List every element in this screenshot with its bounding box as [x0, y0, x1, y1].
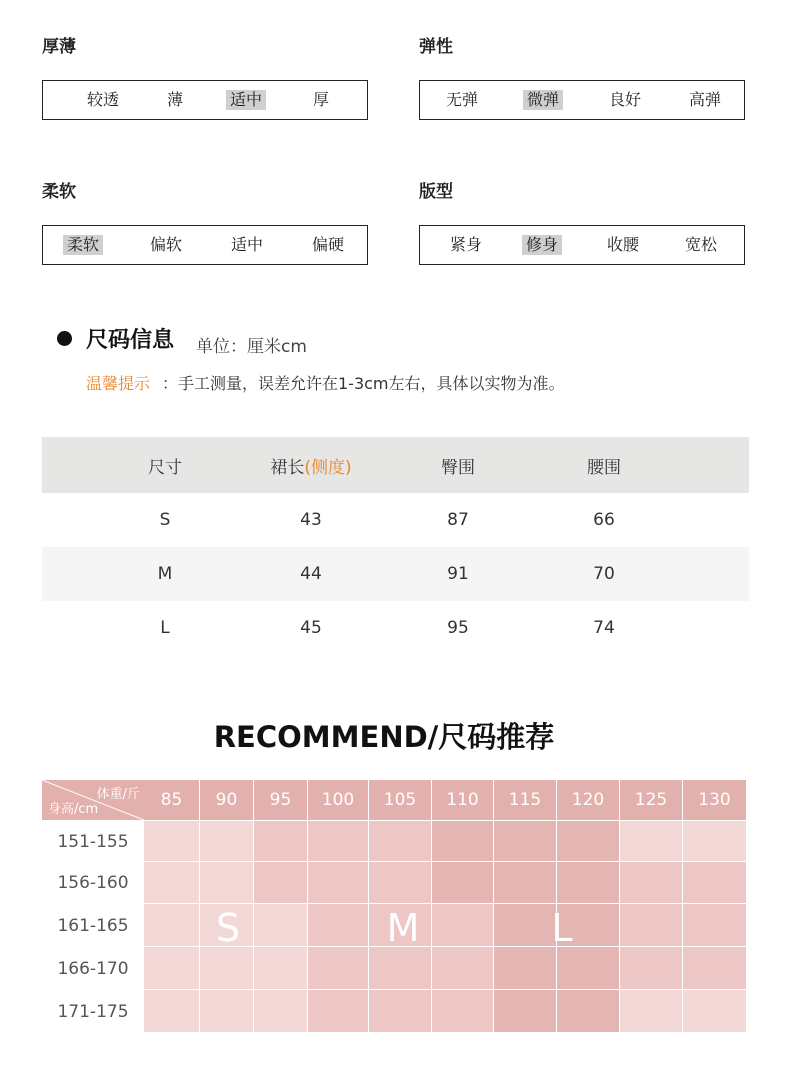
grid-cell	[308, 947, 369, 990]
weight-header: 125	[620, 780, 683, 821]
header-waist: 腰围	[587, 457, 621, 478]
attr-option: 厚	[313, 90, 330, 109]
grid-cell	[308, 904, 369, 947]
attr-option: 较透	[87, 90, 120, 109]
grid-cell	[254, 947, 308, 990]
grid-cell	[557, 990, 620, 1033]
height-label: 161-165	[57, 915, 129, 936]
height-label: 166-170	[57, 958, 129, 979]
grid-cell	[200, 947, 254, 990]
grid-cell	[308, 990, 369, 1033]
grid-cell	[494, 947, 557, 990]
cell-hip: 87	[447, 510, 469, 530]
grid-cell	[683, 904, 747, 947]
grid-cell	[200, 862, 254, 904]
size-table	[42, 437, 749, 655]
attr-option: 良好	[609, 90, 642, 109]
grid-cell	[557, 862, 620, 904]
grid-cell	[200, 821, 254, 862]
grid-cell	[432, 947, 494, 990]
weight-header: 100	[308, 780, 369, 821]
grid-cell	[683, 821, 747, 862]
weight-header: 110	[432, 780, 494, 821]
grid-cell	[432, 862, 494, 904]
grid-cell	[144, 862, 200, 904]
cell-length: 45	[300, 618, 322, 638]
size-info-title: 尺码信息	[86, 328, 175, 353]
table-row	[42, 601, 749, 655]
grid-cell	[308, 862, 369, 904]
grid-cell	[494, 821, 557, 862]
grid-cell	[308, 821, 369, 862]
cell-size: S	[159, 510, 171, 530]
table-row	[42, 493, 749, 547]
grid-cell	[620, 990, 683, 1033]
attr-option: 偏硬	[312, 235, 345, 254]
grid-cell	[369, 947, 432, 990]
grid-cell	[494, 990, 557, 1033]
attr-option-selected: 柔软	[63, 235, 103, 255]
attr-option: 高弹	[689, 90, 722, 109]
attr-option: 偏软	[150, 235, 183, 254]
grid-cell	[200, 990, 254, 1033]
grid-cell	[557, 821, 620, 862]
attr-option: 适中	[231, 235, 264, 254]
attr-option: 宽松	[685, 235, 718, 254]
attr-options-fit	[419, 225, 745, 265]
grid-cell	[254, 821, 308, 862]
grid-cell	[620, 947, 683, 990]
grid-cell	[557, 947, 620, 990]
tip-text: ：手工测量，误差允许在1-3cm左右，具体以实物为准。	[162, 374, 565, 393]
grid-cell	[432, 990, 494, 1033]
size-table-header	[42, 437, 749, 493]
corner-weight-label: 体重/斤	[96, 787, 140, 802]
header-length-note: (侧度)	[304, 457, 352, 478]
table-row	[42, 547, 749, 601]
grid-cell	[683, 947, 747, 990]
size-info-unit: 单位：厘米cm	[196, 337, 307, 357]
grid-cell	[432, 821, 494, 862]
size-zone-label: M	[386, 906, 420, 950]
header-length-label: 裙长	[270, 457, 305, 478]
weight-header: 130	[683, 780, 747, 821]
weight-header: 120	[557, 780, 620, 821]
cell-hip: 95	[447, 618, 469, 638]
grid-cell	[254, 862, 308, 904]
cell-hip: 91	[447, 564, 469, 584]
grid-cell	[683, 990, 747, 1033]
weight-header: 85	[144, 780, 200, 821]
height-label: 171-175	[57, 1001, 129, 1022]
grid-cell	[494, 862, 557, 904]
attr-options-softness	[42, 225, 368, 265]
attr-option-selected: 适中	[226, 90, 266, 110]
cell-waist: 66	[593, 510, 615, 530]
attr-options-thickness	[42, 80, 368, 120]
grid-cell	[144, 947, 200, 990]
cell-length: 43	[300, 510, 322, 530]
header-hip: 臀围	[441, 457, 475, 478]
grid-cell	[369, 821, 432, 862]
corner-height-label: 身高/cm	[48, 802, 99, 817]
header-length	[261, 437, 361, 493]
grid-cell	[369, 862, 432, 904]
attr-options-elasticity	[419, 80, 745, 120]
attr-title-thickness: 厚薄	[42, 37, 76, 57]
attr-option: 紧身	[450, 235, 483, 254]
recommend-title: RECOMMEND/尺码推荐	[213, 720, 555, 754]
cell-size: M	[157, 564, 173, 584]
grid-cell	[369, 990, 432, 1033]
attr-title-softness: 柔软	[42, 182, 76, 202]
grid-cell	[683, 862, 747, 904]
height-label: 156-160	[57, 873, 129, 893]
weight-header: 95	[254, 780, 308, 821]
cell-waist: 74	[593, 618, 615, 638]
grid-cell	[254, 990, 308, 1033]
weight-header: 115	[494, 780, 557, 821]
tip-label: 温馨提示	[86, 374, 151, 393]
cell-length: 44	[300, 564, 322, 584]
grid-cell	[144, 990, 200, 1033]
grid-corner	[42, 780, 144, 820]
size-zone-label: S	[215, 906, 241, 950]
height-label: 151-155	[57, 831, 129, 852]
attr-title-fit: 版型	[419, 182, 453, 202]
cell-waist: 70	[593, 564, 615, 584]
grid-cell	[620, 821, 683, 862]
attr-title-elasticity: 弹性	[419, 37, 453, 57]
weight-header: 105	[369, 780, 432, 821]
bullet-dot	[57, 331, 72, 346]
grid-cell	[144, 821, 200, 862]
attr-option-selected: 修身	[522, 235, 562, 255]
attr-option: 收腰	[607, 235, 640, 254]
attr-option: 薄	[167, 90, 184, 109]
weight-header: 90	[200, 780, 254, 821]
grid-cell	[620, 862, 683, 904]
size-zone-label: L	[551, 906, 573, 950]
grid-cell	[620, 904, 683, 947]
header-size: 尺寸	[148, 457, 182, 478]
cell-size: L	[160, 618, 170, 638]
attr-option: 无弹	[446, 90, 479, 109]
attr-option-selected: 微弹	[523, 90, 563, 110]
